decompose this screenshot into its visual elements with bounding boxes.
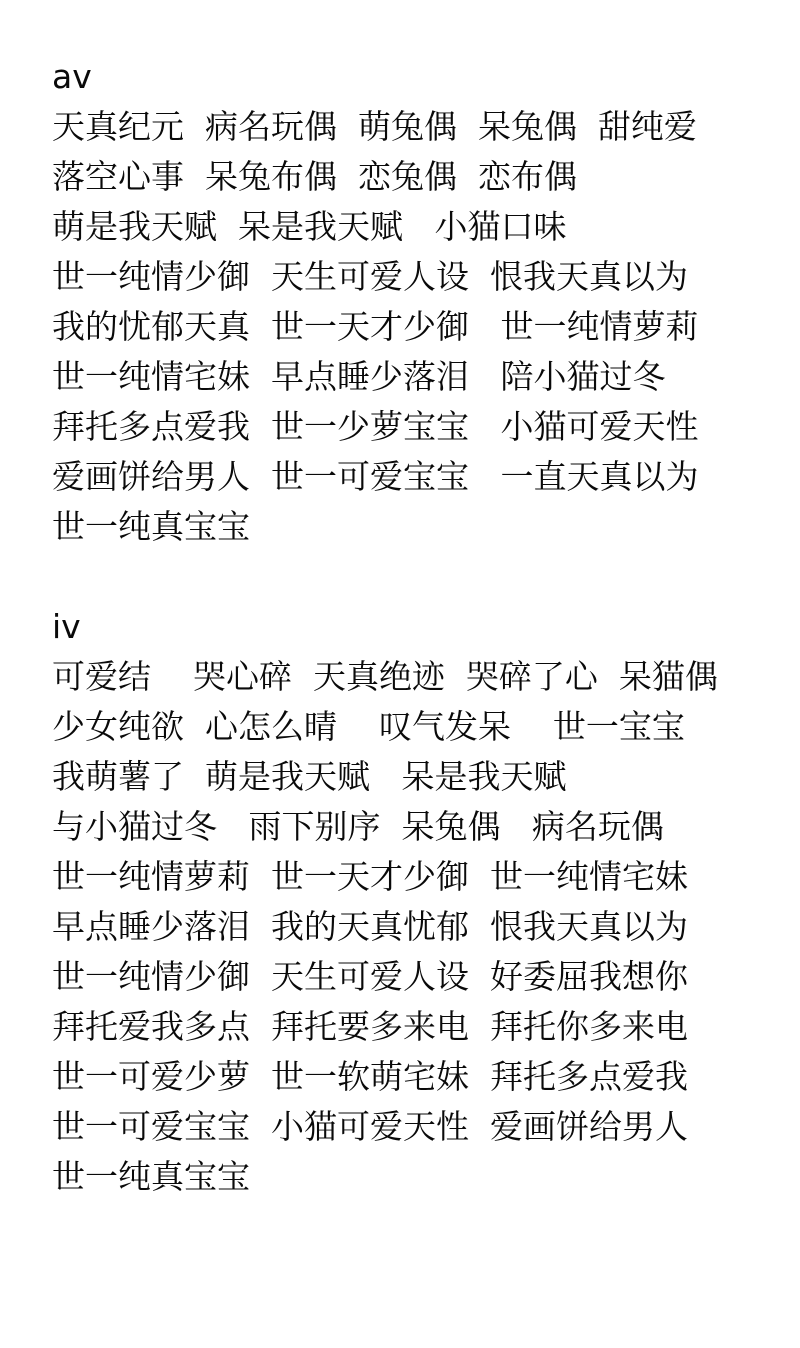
text-line: 天真纪元 病名玩偶 萌兔偶 呆兔偶 甜纯爱: [52, 107, 697, 146]
text-line: 萌是我天赋 呆是我天赋 小猫口味: [52, 207, 567, 246]
text-line: 世一纯情少御 天生可爱人设 好委屈我想你: [52, 957, 688, 996]
text-line: 早点睡少落泪 我的天真忧郁 恨我天真以为: [52, 907, 688, 946]
text-line: 拜托爱我多点 拜托要多来电 拜托你多来电: [52, 1007, 688, 1046]
text-line: 世一纯真宝宝: [52, 507, 250, 546]
text-line: 世一纯情少御 天生可爱人设 恨我天真以为: [52, 257, 688, 296]
text-line: 世一纯情萝莉 世一天才少御 世一纯情宅妹: [52, 857, 688, 896]
text-line: 与小猫过冬 雨下别序 呆兔偶 病名玩偶: [52, 807, 664, 846]
text-line: 落空心事 呆兔布偶 恋兔偶 恋布偶: [52, 157, 577, 196]
section-heading: iv: [52, 607, 81, 646]
text-line: 世一可爱宝宝 小猫可爱天性 爱画饼给男人: [52, 1107, 688, 1146]
section-iv: [52, 602, 792, 1202]
section-av: [52, 52, 792, 552]
text-line: 我萌薯了 萌是我天赋 呆是我天赋: [52, 757, 567, 796]
text-line: 我的忧郁天真 世一天才少御 世一纯情萝莉: [52, 307, 699, 346]
text-line: 世一纯真宝宝: [52, 1157, 250, 1196]
section-heading: av: [52, 57, 92, 96]
text-line: 可爱结 哭心碎 天真绝迹 哭碎了心 呆猫偶: [52, 657, 718, 696]
text-line: 爱画饼给男人 世一可爱宝宝 一直天真以为: [52, 457, 699, 496]
note-body: [52, 52, 792, 1202]
text-line: 拜托多点爱我 世一少萝宝宝 小猫可爱天性: [52, 407, 699, 446]
text-line: 世一纯情宅妹 早点睡少落泪 陪小猫过冬: [52, 357, 666, 396]
text-line: 少女纯欲 心怎么晴 叹气发呆 世一宝宝: [52, 707, 685, 746]
text-line: 世一可爱少萝 世一软萌宅妹 拜托多点爱我: [52, 1057, 688, 1096]
